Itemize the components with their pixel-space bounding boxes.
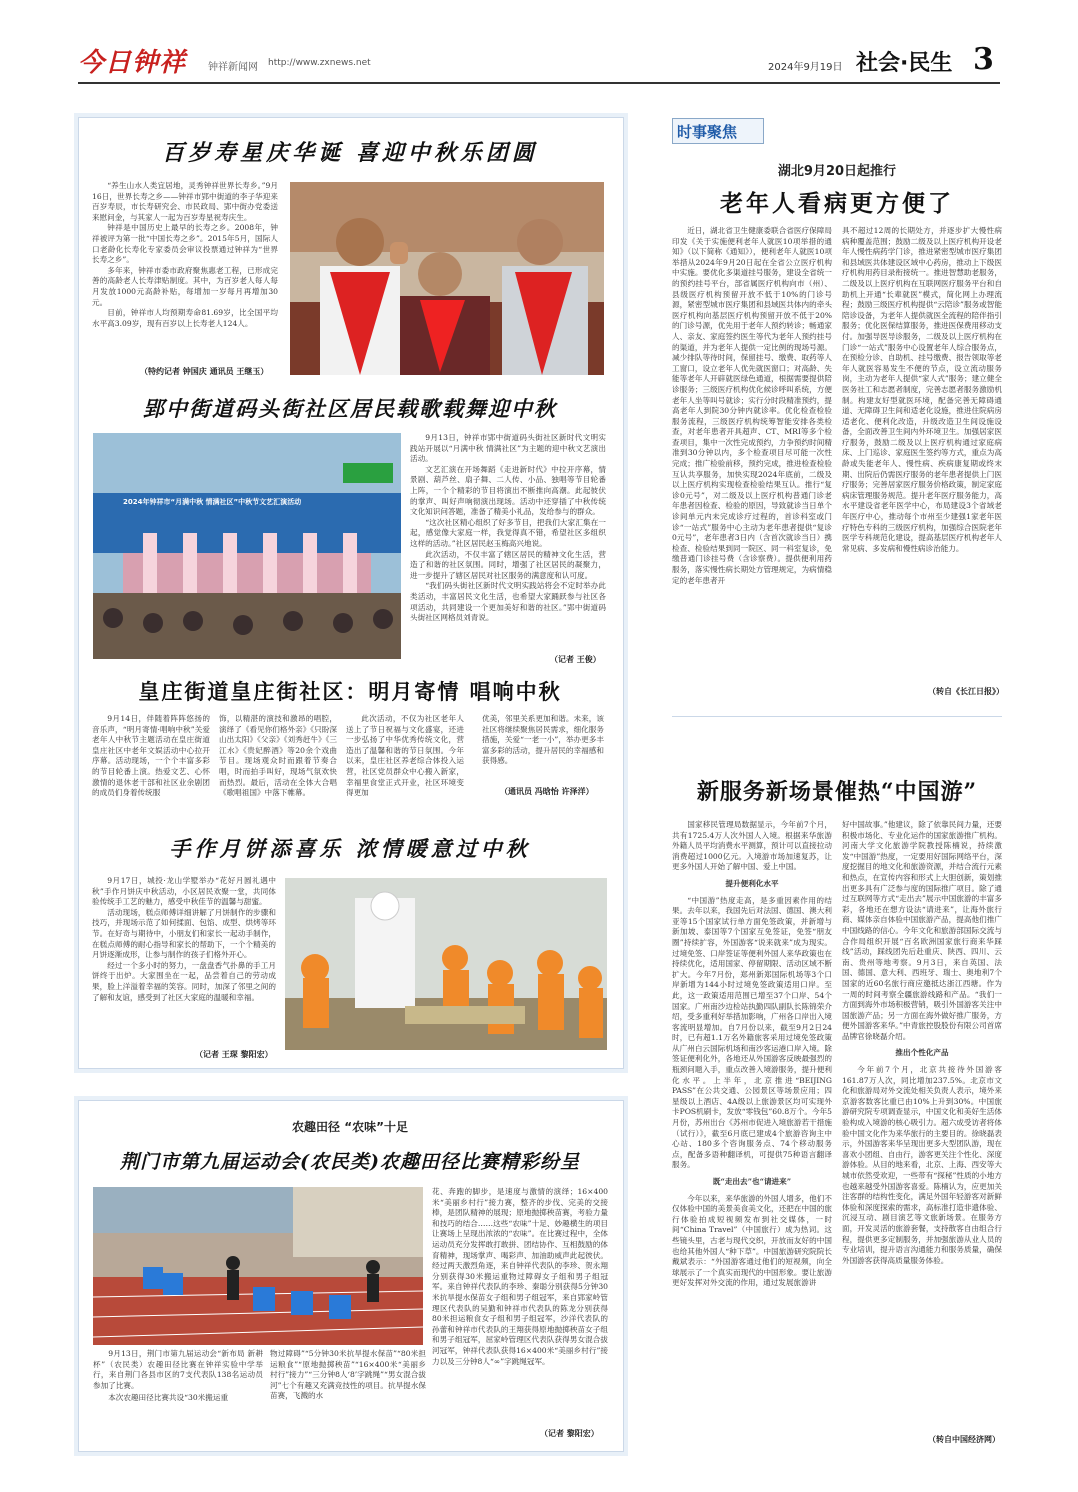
article4-title: 手作月饼添喜乐 浓情暖意过中秋 — [169, 836, 531, 861]
article5-subtitle: 农趣田径 “农味”十足 — [292, 1120, 408, 1134]
column-tag-box — [672, 118, 764, 144]
article4-paragraph: 活动现场，糕点师傅详细讲解了月饼制作的步骤和技巧，并现场示范了如何揉面、包馅、成型、烘烤等环节。在好奇与期待中，小朋友们和家长一起动手制作，在糕点师傅的耐心指导和家长的帮助下，一个个精美的月饼逐渐成形，让参与制作的孩子们格外开心。 — [92, 907, 276, 960]
article7-paragraph: 好中国故事。”他建议，除了依靠民间力量，还要积极市场化、专业化运作的国家旅游推广机构。河南大学文化旅游学院教授陈楠说，持续激发“中国游”热度，一定要用好国际网络平台，深度挖掘目的地文化和旅游资源，并结合流行元素和热点，在宣传内容和形式上大胆创新，策划推出更多具有广泛参与度的国际推广项目。除了通过互联网等方式“走出去”展示中国旅游的丰富多彩，各地还在想方设法“请进来”，让海外旅行商、媒体亲自体验中国旅游产品，提高他们推广中国线路的信心。今年文化和旅游部国际交流与合作局组织开展“百名欧洲国家旅行商来华踩线”活动，踩线团先后赴重庆、陕西、四川、云南、贵州等地考察。9月3日，来自英国、法国、德国、意大利、西班牙、瑞士、奥地利7个国家的近60名旅行商应邀抵达浙江西塘。作为一周的时间考察全疆旅游线路和产品。“我们一方面到海外市场积极营销，吸引外国游客关注中国旅游产品；另一方面在海外做好推广服务，方便外国游客来华。”中青旅控股股份有限公司首席品牌官徐晓磊介绍。 — [842, 820, 1002, 1041]
article4-paragraph: 9月17日，城投·龙山学墅举办“花好月圆礼遇中秋”手作月饼庆中秋活动，小区居民欢聚一堂，共同体验传统手工艺的魅力，感受中秋佳节的温馨与甜蜜。 — [92, 876, 276, 907]
article7-paragraph: 国家移民管理局数据显示，今年前7个月，共有1725.4万人次外国人入境。根据来华旅游外籍人员平均消费水平测算，预计可以直接拉动消费超过1000亿元。入境游市场加速复苏，让更多外国人开始了解中国、爱上中国。 — [672, 820, 832, 872]
article2-paragraph: 文艺汇演在开场舞蹈《走进新时代》中拉开序幕，情景剧、葫芦丝、扇子舞、二人传、小品、独唱等节目轮番上阵，一个个精彩的节目将演出不断推向高潮。此起彼伏的掌声、叫好声响彻演出现场。活动中还穿插了中秋传统文化知识问答题，准备了精美小礼品，发给参与的群众。 — [410, 464, 606, 517]
site-name: 钟祥新闻网 — [208, 62, 258, 73]
page-number: 3 — [973, 42, 994, 77]
article7-col2 — [842, 820, 1002, 1432]
article5-col-b1: 本次农趣田径比赛共设“30米搬运重 — [108, 1393, 229, 1402]
article3-col4: 优美，邻里关系更加和谐。未来，该社区将继续聚焦居民需求，细化服务措施，关爱“一老一小”，举办更多丰富多彩的活动，提升居民的幸福感和获得感。 — [482, 714, 604, 766]
article2-paragraph: 9月13日，钟祥市郢中街道码头街社区新时代文明实践站开展以“月满中秋 情满社区”为主题的迎中秋文艺演出活动。 — [410, 433, 606, 464]
article7-paragraph: “中国游”热度走高，是多重因素作用的结果。去年以来，我国先后对法国、德国、澳大利亚等15个国家试行单方面免签政策，并新增与新加坡、泰国等7个国家互免签证，免签“朋友圈”持续扩容，外国游客“说来就来”成为现实。过境免签、口岸签证等便利外国人来华政策也在持续优化，适用国家、停留期限、活动区域不断扩大。今年7月份，郑州新郑国际机场等3个口岸新增为144小时过境免签政策适用口岸。至此，这一政策适用范围已增至37个口岸、54个国家。广州南沙边检站执勤四队副队长陈锦荣介绍，受多重利好举措加影响，广州各口岸出入境客流明显增加。自7月份以来，截至9月2日24时，已有超1.1万名外籍旅客采用过境免签政策从广州白云国际机场和南沙客运港口岸入境。除签证便利化外，各地还从外国游客反映最强烈的瓶颈问题入手，重点改善入境游服务，提升便利化水平。上半年，北京推进“BEIJING PASS”在公共交通、公园景区等场景应用；四星级以上酒店、4A级以上旅游景区均可实现外卡POS机刷卡，发放“零钱包”60.8万个。今年5月份，苏州出台《苏州市促进入境旅游若干措施（试行）》，截至6月底已建成4个旅游咨询主中心站、180多个咨询服务点、74个移动服务点，配备多语种翻译机，可提供75种语言翻译服务。 — [672, 895, 832, 1170]
newspaper-logo: 今日钟祥 — [78, 48, 187, 78]
article2-paragraph: “这次社区精心组织了好多节目，把我们大家汇集在一起，感觉像大家庭一样，我觉得真不错，希望社区多组织这样的活动。”社区居民赵玉梅高兴地说。 — [410, 517, 606, 548]
article4-photo — [285, 878, 607, 1050]
article5-col-a: 花、奔跑的脚步，是速度与激情的演绎；16×400米“美丽乡村行”接力赛，整齐的步伐、完美的交接棒，是团队精神的展现；原地抛掷秧苗赛，考验力量和技巧的结合……这些“农味”十足、妙趣横生的项目让赛场上呈现出浓浓的“农味”。在比赛过程中，全体运动员充分发挥敢打敢拼、团结协作、互相鼓励的体育精神，现场掌声、喝彩声、加油助威声此起彼伏。经过两天激烈角逐，来自钟祥代表队的李珍、贺永翔分别获得30米搬运重物过障碍女子组和男子组冠军。来自钟祥代表队的李珍、秦聪分别获得5分钟30米抗旱提水保苗女子组和男子组冠军，来自郢家岭管理区代表队的吴勤和钟祥市代表队的陈龙分别获得80米担运粮食女子组和男子组冠军，沙洋代表队的孙蕾和钟祥市代表队的王翔获得原地抛掷秧苗女子组和男子组冠军，屈家岭管理区代表队获得男女混合拔河冠军，钟祥代表队获得16×400米“美丽乡村行”接力以及三分钟8人“∞”字跳绳冠军。 — [432, 1187, 608, 1366]
masthead — [78, 40, 1000, 84]
article6-col1: 近日，湖北省卫生健康委联合省医疗保障局印发《关于实施便利老年人就医10项举措的通知》（以下简称《通知》），便利老年人就医10项举措从2024年9月20日起在全省公立医疗机构中实施。要优化多渠道挂号服务，建设全省统一的预约挂号平台，部省属医疗机构向市（州）、县级医疗机构预留开放不低于10%的门诊号源，紧密型城市医疗集团和县域医共体内的牵头医疗机构向基层医疗机构预留开放不低于20%的门诊号源，优先用于老年人预约转诊；畅通家人、亲友、家庭签约医生等代为老年人预约挂号的渠道，并为老年人提供一定比例的现场号源。减少排队等待时间，保留挂号、缴费、取药等人工窗口，设立老年人优先就医窗口；对高龄、失能等老年人开辟就医绿色通道，根据需要提供陪诊服务；三级医疗机构优化候诊呼叫系统，方便老年人坐等叫号就诊；实行分时段精准预约，提高老年人到院30分钟内就诊率。优化检查检验服务流程，三级医疗机构统筹智能安排各类检查，对老年患者开具超声、CT、MRI等多个检查项目，集中一次性完成预约，力争预约时间精准到30分钟以内，多个检查项目尽可能一次性完成；推广检验前移，预约完成，推进检查检验互认共享服务，加快实现2024年底前，二级及以上医疗机构实现检查检验结果互认。推行“复诊0元号”，对二级及以上医疗机构普通门诊老年患者因检查、检验的原因，导致就诊当日单个诊间单元内未完成诊疗过程的，首诊科室或门诊“一站式”服务中心主动为老年患者提供“复诊0元号”，老年患者3日内（含首次就诊当日）携检查、检验结果到同一院区、同一科室复诊，免缴普通门诊挂号费（含诊察费）。提供便利用药服务，落实慢性病长期处方管理规定，为病情稳定的老年患者开 — [672, 226, 832, 585]
site-url[interactable]: http://www.zxnews.net — [268, 58, 371, 68]
article4-byline: （记者 王琛 黎阳宏） — [195, 1049, 273, 1059]
article7-subheading: 提升便利化水平 — [725, 878, 779, 888]
article3-col3: 此次活动，不仅为社区老年人送上了节日祝福与文化盛宴，还进一步弘扬了中华优秀传统文化，营造出了温馨和谐的节日氛围。今年以来，皇庄社区养老综合体投入运营，社区党员群众中心搬入新家，幸福里食堂正式开业，社区环境变得更加 — [346, 714, 464, 798]
article5-title: 荆门市第九届运动会(农民类)农趣田径比赛精彩纷呈 — [120, 1151, 580, 1173]
article5-photo — [93, 1187, 423, 1345]
article3-col2: 饰，以精湛的演技和激昂的唱腔，演绎了《看见你们格外亲》《只盼深山出太阳》《父亲》《刘秀赶牛》《三江水》《贵妃醉酒》等20余个戏曲节目。现场观众时而跟着节奏合唱，时而拍手叫好，现场气氛欢快而热烈。最后，活动在全体大合唱《歌唱祖国》中落下帷幕。 — [219, 714, 337, 798]
article1-photo — [290, 182, 604, 375]
column-tag-label: 时事聚焦 — [677, 123, 738, 141]
article1-paragraph: “养生山水人类宜居地，灵秀钟祥世界长寿乡。”9月16日，世界长寿之乡——钟祥市郢中街道的李子华迎来百岁寿辰，市长寿研究会、市民政局、郢中街办党委送来慰问金，与其家人一起为百岁寿星祝寿庆生。 — [92, 181, 278, 222]
article3-title: 皇庄街道皇庄街社区：明月寄情 唱响中秋 — [138, 680, 562, 704]
article6-subtitle: 湖北9月20日起推行 — [777, 164, 897, 179]
article2-title: 郢中街道码头街社区居民载歌载舞迎中秋 — [143, 396, 557, 421]
article7-subheading: 推出个性化产品 — [895, 1048, 949, 1058]
article7-subheading: 既“走出去”也“请进来” — [712, 1177, 792, 1186]
article7-byline: （转自中国经济网） — [928, 1434, 1000, 1444]
column-divider — [672, 716, 1002, 717]
article7-paragraph: 今年前7个月，北京共接待外国游客161.87万人次，同比增加237.5%。北京市文化和旅游局对外交流处相关负责人表示，境外来京游客数客比重已由10%上升到30%。中国旅游研究院专项调查显示，中国文化和美好生活体验构成入境游的核心吸引力。超六成受访者将体验中国文化作为来华旅行的主要目的。徐晓磊表示，外国游客来华呈现出更多大型团队游，现在喜欢小团组、自由行，游客更关注个性化、深度游体验。从目的地来看，北京、上海、西安等大城市依然受欢迎，一些带有“探秘”性质的小地方也越来越受外国游客喜爱。陈楠认为，应更加关注客群的结构性变化，满足外国年轻游客对新鲜体验和深度探索的需求，高标准打造非遗体验、沉浸互动、剧目演艺等文旅新场景。在服务方面，开发灵活的旅游套餐，支持散客自由组合行程，提供更多定制服务，并加强旅游从业人员的专业培训，提升语言沟通能力和服务质量，确保外国游客获得高质量服务体验。 — [842, 1065, 1002, 1265]
article1-body — [92, 181, 278, 359]
article1-paragraph: 多年来，钟祥市委市政府聚焦惠老工程，已形成完善的高龄老人长寿津贴制度。其中，为百岁老人每人每月发放1000元高龄补贴，每增加一岁每月再增加30元。 — [92, 265, 278, 307]
article7-title: 新服务新场景催热“中国游” — [696, 779, 978, 805]
article4-body — [92, 876, 276, 1040]
article5-col-b2: 物过障碍”“5分钟30米抗旱提水保苗”“80米担运粮食”“原地抛掷秧苗”“16×400米“美丽乡村行”接力”“三分钟8人‘8’字跳绳”“男女混合拔河”七个有趣又充满竞技性的项目。抗旱提水保苗赛，飞溅的水 — [270, 1349, 426, 1401]
article7-col1 — [672, 820, 832, 1446]
article3-col1: 9月14日，伴随着阵阵悠扬的音乐声，“明月寄情·唱响中秋”关爱老年人中秋节主题活动在皇庄街道皇庄社区中老年文娱活动中心拉开序幕。活动现场，一个个丰富多彩的节目轮番上演。热爱文艺、心怀激情的退休老干部和社区业余剧团的成员们身着传统服 — [92, 714, 210, 798]
article5-byline: （记者 黎阳宏） — [540, 1428, 599, 1438]
article5-photo-caption: 9月13日，荆门市第九届运动会“新布局 新耕杯”（农民类）农趣田径比赛在钟祥实验中学举行，来自荆门各县市区的7支代表队138名运动员参加了比赛。 — [93, 1349, 263, 1390]
article1-paragraph: 钟祥是中国历史上最早的长寿之乡。2008年，钟祥被评为第一批“中国长寿之乡”。2015年5月，国际人口老龄化长寿化专家委员会审议投票通过钟祥为“世界长寿之乡”。 — [92, 223, 278, 265]
article6-title: 老年人看病更方便了 — [720, 190, 954, 217]
article2-photo — [93, 433, 401, 659]
article3-byline: （通讯员 冯晗怡 许泽洋） — [500, 786, 594, 796]
article6-col2: 具不超过12周的长期处方，并逐步扩大慢性病病种覆盖范围；鼓励二级及以上医疗机构开设老年人慢性病药学门诊，推进紧密型城市医疗集团和县域医共体建设区域中心药房，推动上下级医疗机构用药目录衔接统一。推进智慧助老服务，二级及以上医疗机构在互联网医疗服务平台和自助机上开通“长辈就医”模式，简化网上办理流程；鼓励三级医疗机构提供“云陪诊”服务或智能陪诊设备，为老年人提供就医全流程的陪伴指引服务；优化医保结算服务，推进医保费用移动支付。加强导医导诊服务，二级及以上医疗机构在门诊“一站式”服务中心设置老年人综合服务点，在预检分诊、自助机、挂号缴费、报告领取等老年人就医容易发生不便的节点，设立流动服务岗，主动为老年人提供“家人式”服务；建立健全医务社工和志愿者制度，完善志愿者服务激励机制。构建友好型就医环境，配备完善无障碍通道、无障碍卫生间和适老化设施，推进住院病房适老化、便利化改造，升级改造卫生间设施设备，全面改善卫生间内外环境卫生。加强居家医疗服务，鼓励二级及以上医疗机构通过家庭病床、上门巡诊、家庭医生签约等方式，重点为高龄或失能老年人、慢性病、疾病康复期或终末期、出院后仍需医疗服务的老年患者提供上门医疗服务；完善居家医疗服务价格政策，制定家庭病床管理服务规范。提升老年医疗服务能力，高水平建设省老年医学中心，布局建设3个省域老年医疗中心，推动每个市州至少建强1家老年医疗特色专科的三级医疗机构，加强综合医院老年医学专科规范化建设，提高基层医疗机构老年人常见病、多发病和慢性病诊治能力。 — [842, 226, 1002, 553]
article7-paragraph: 今年以来，来华旅游的外国人增多，他们不仅体验中国的美景美食美文化，还把在中国的旅行体验拍成短视频发布到社交媒体，一时间“China Travel”（中国旅行）成为热词。这些镜头里，古老与现代交织，开放而友好的中国也给其他外国人“种下草”。中国旅游研究院院长戴斌表示：“外国游客通过他们的短视频，向全球展示了一个真实而现代的中国形象。要让旅游更好发挥对外交流的作用，通过发展旅游讲 — [672, 1193, 832, 1288]
article2-body — [410, 433, 606, 657]
section-title: 社会·民生 — [856, 51, 953, 76]
article4-paragraph: 经过一个多小时的努力，一盘盘香气扑鼻的手工月饼终于出炉。大家围坐在一起，品尝着自己的劳动成果，脸上洋溢着幸福的笑容。同时，加深了邻里之间的了解和友谊，感受到了社区大家庭的温暖和幸福。 — [92, 960, 276, 1002]
article1-byline: （特约记者 钟国庆 通讯员 王继玉） — [140, 366, 269, 376]
article2-paragraph: “我们码头街社区新时代文明实践站将会不定时举办此类活动，丰富居民文化生活，也希望大家踊跃参与社区各项活动，共同建设一个更加美好和谐的社区。”郢中街道码头街社区网格员刘青说。 — [410, 581, 606, 623]
article2-photo-banner: 2024年钟祥市“月满中秋 情满社区”中秋节文艺汇演活动 — [123, 498, 302, 506]
article6-byline: （转自《长江日报》） — [928, 686, 1004, 696]
issue-date: 2024年9月19日 — [768, 62, 843, 73]
article1-title: 百岁寿星庆华诞 喜迎中秋乐团圆 — [162, 140, 538, 166]
article1-paragraph: 目前，钟祥市人均预期寿命81.69岁，比全国平均水平高3.09岁，现有百岁以上长寿老人124人。 — [92, 308, 278, 328]
article2-paragraph: 此次活动，不仅丰富了辖区居民的精神文化生活，营造了和谐的社区氛围。同时，增强了社区居民的凝聚力，进一步提升了辖区居民对社区服务的满意度和认可度。 — [410, 549, 606, 580]
article2-byline: （记者 王俊） — [550, 654, 601, 664]
